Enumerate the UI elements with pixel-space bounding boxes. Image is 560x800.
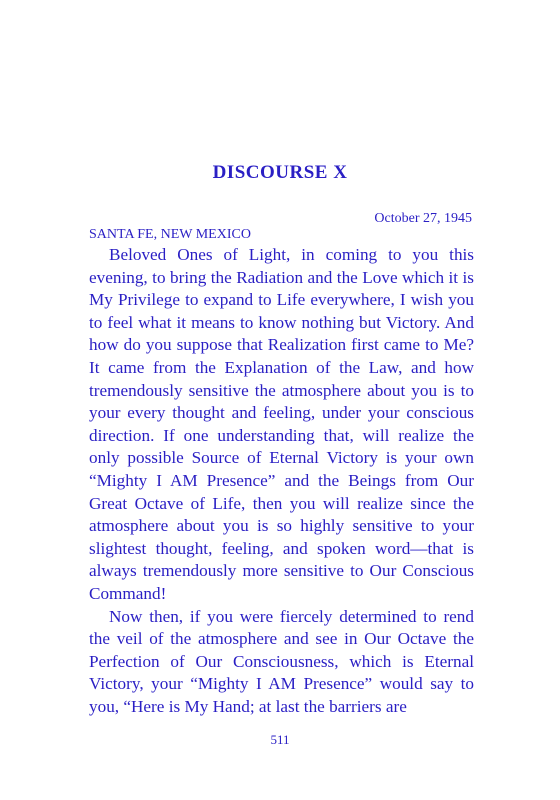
chapter-heading: DISCOURSE X	[212, 162, 348, 183]
discourse-location: SANTA FE, NEW MEXICO	[89, 227, 251, 242]
page-number: 511	[270, 732, 290, 747]
paragraph-2: Now then, if you were fiercely determined to rend the veil of the atmosphere and see in Our Octave the Perfection of Our Consciousness, which is Eternal Victory, your “Mighty I AM Presence” would say to you, “Here is My Hand; at last the barriers are	[89, 606, 474, 716]
discourse-body	[89, 244, 474, 718]
paragraph-1: Beloved Ones of Light, in coming to you this evening, to bring the Radiation and the Love which it is My Privilege to expand to Life everywhere, I wish you to feel what it means to know nothing but Victory. And how do you suppose that Realization first came to Me? It came from the Explanation of the Law, and how tremendously sensitive the atmosphere about you is to your every thought and feeling, under your conscious direction. If one understanding that, will realize the only possible Source of Eternal Victory is your own “Mighty I AM Presence” and the Beings from Our Great Octave of Life, then you will realize since the atmosphere about you is so highly sensitive to your slightest thought, feeling, and spoken word—that is always tremendously more sensitive to Our Conscious Command!	[89, 245, 474, 603]
discourse-date: October 27, 1945	[374, 211, 472, 226]
